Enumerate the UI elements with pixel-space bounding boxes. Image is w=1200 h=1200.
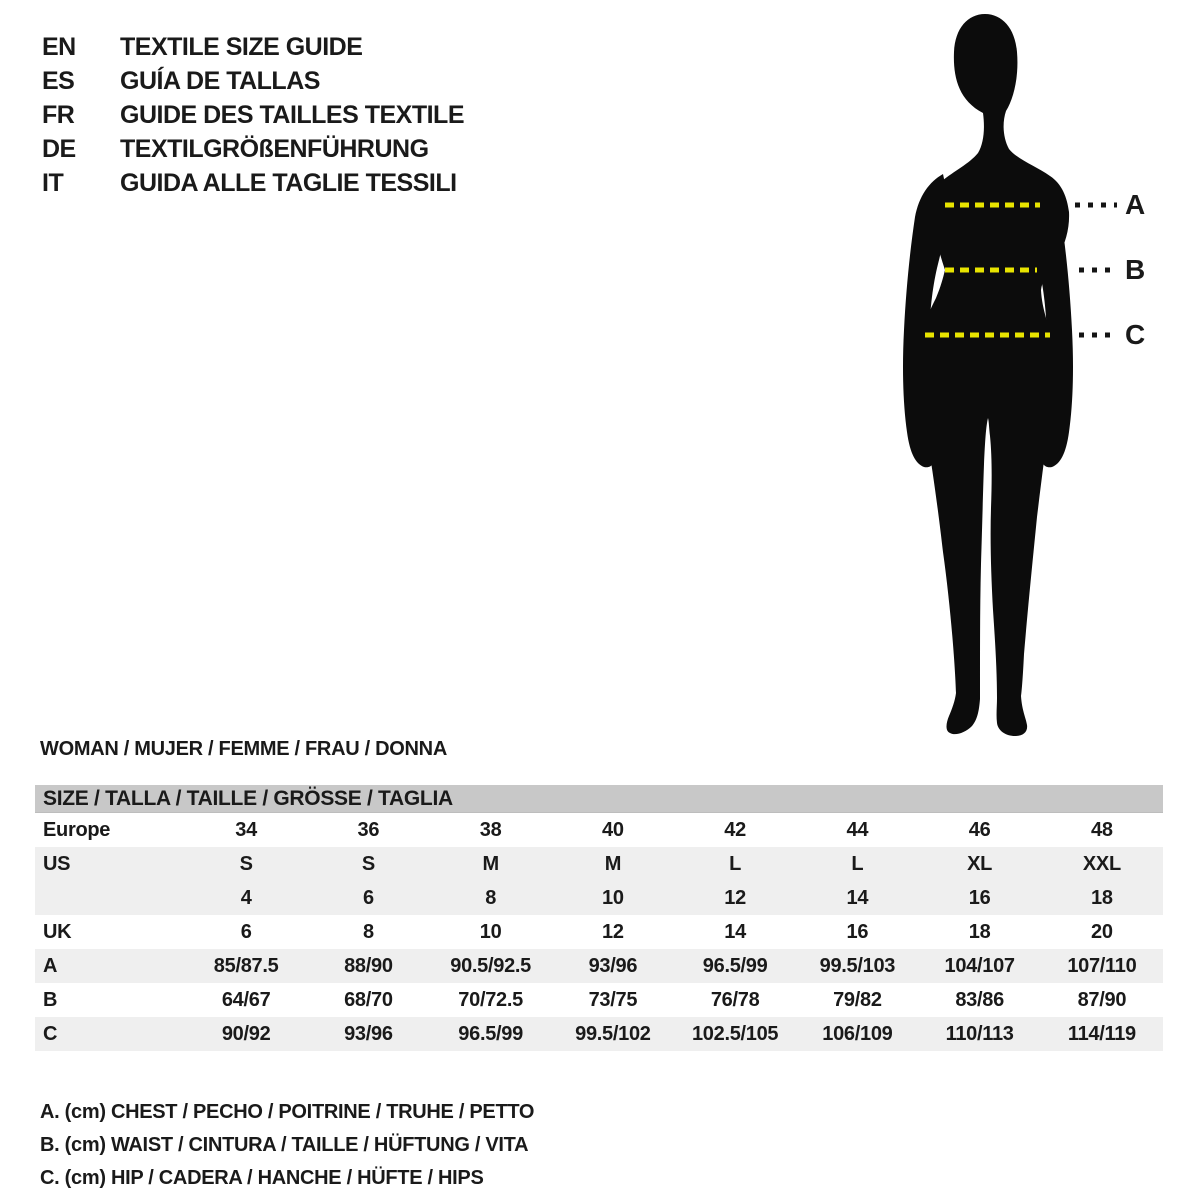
size-cell: 16: [968, 887, 991, 909]
language-title: TEXTILGRÖßENFÜHRUNG: [120, 134, 429, 163]
language-code: EN: [42, 32, 76, 61]
measure-cell: 79/82: [833, 989, 882, 1011]
measure-cell: 96.5/99: [458, 1023, 523, 1045]
row-label: UK: [43, 921, 72, 943]
size-cell: M: [604, 853, 622, 875]
size-cell: 18: [1091, 887, 1113, 909]
size-cell: S: [239, 853, 253, 875]
language-row-en: [42, 30, 464, 64]
measurement-figure: [885, 12, 1175, 740]
section-title: WOMAN / MUJER / FEMME / FRAU / DONNA: [40, 738, 447, 760]
woman-silhouette-body: [919, 14, 1069, 736]
table-row-hip-c: [35, 1017, 1163, 1051]
measure-cell: 73/75: [588, 989, 638, 1011]
measure-cell: 83/86: [955, 989, 1004, 1011]
language-code: IT: [42, 168, 64, 197]
size-cell: 10: [602, 887, 624, 909]
size-cell: 14: [846, 887, 869, 909]
measure-cell: 99.5/103: [819, 955, 896, 977]
language-row-fr: [42, 98, 464, 132]
measure-cell: 106/109: [822, 1023, 893, 1045]
size-cell: XXL: [1082, 853, 1121, 875]
legend-hip: C. (cm) HIP / CADERA / HANCHE / HÜFTE / HIPS: [40, 1167, 484, 1189]
size-cell: 34: [235, 819, 257, 841]
measure-cell: 90.5/92.5: [450, 955, 531, 977]
size-cell: 44: [846, 819, 869, 841]
measure-cell: 102.5/105: [691, 1023, 779, 1045]
row-label: A: [43, 955, 58, 977]
language-title: GUIDA ALLE TAGLIE TESSILI: [120, 168, 457, 197]
size-cell: 40: [602, 819, 624, 841]
measure-cell: 104/107: [944, 955, 1015, 977]
measure-cell: 70/72.5: [458, 989, 523, 1011]
marker-label-a: A: [1125, 189, 1145, 220]
measure-cell: 110/113: [945, 1023, 1014, 1045]
row-label: [35, 881, 185, 915]
measure-cell: 90/92: [221, 1023, 271, 1045]
language-row-es: [42, 64, 464, 98]
language-list: [42, 30, 464, 200]
size-cell: 12: [724, 887, 746, 909]
measure-cell: 93/96: [344, 1023, 393, 1045]
size-cell: 10: [479, 921, 502, 943]
size-cell: S: [361, 853, 375, 875]
size-cell: 18: [968, 921, 991, 943]
size-cell: 8: [485, 887, 497, 909]
size-cell: 8: [362, 921, 374, 943]
language-row-de: [42, 132, 464, 166]
measure-cell: 68/70: [344, 989, 393, 1011]
marker-label-c: C: [1125, 319, 1145, 350]
size-table: [35, 785, 1163, 1051]
marker-label-b: B: [1125, 254, 1145, 285]
measure-cell: 88/90: [344, 955, 393, 977]
language-code: DE: [42, 134, 76, 163]
row-label: B: [43, 989, 58, 1011]
size-cell: L: [851, 853, 864, 875]
size-cell: M: [482, 853, 499, 875]
table-row-us: [35, 847, 1163, 881]
language-title: TEXTILE SIZE GUIDE: [120, 32, 363, 61]
size-cell: XL: [967, 853, 993, 875]
table-header: SIZE / TALLA / TAILLE / GRÖSSE / TAGLIA: [35, 785, 1163, 813]
row-label: US: [43, 853, 71, 875]
measure-cell: 93/96: [588, 955, 638, 977]
size-cell: 46: [968, 819, 991, 841]
language-row-it: [42, 166, 464, 200]
size-cell: 12: [602, 921, 624, 943]
table-row-us-numeric: [35, 881, 1163, 915]
table-row-uk: [35, 915, 1163, 949]
size-cell: 4: [240, 887, 252, 909]
measure-cell: 107/110: [1067, 955, 1137, 977]
legend-waist: B. (cm) WAIST / CINTURA / TAILLE / HÜFTUNG / VITA: [40, 1134, 529, 1156]
size-cell: 14: [724, 921, 746, 943]
measure-cell: 114/119: [1067, 1023, 1136, 1045]
measure-cell: 76/78: [710, 989, 760, 1011]
language-title: GUÍA DE TALLAS: [120, 66, 320, 95]
measure-cell: 96.5/99: [702, 955, 768, 977]
measure-cell: 99.5/102: [575, 1023, 651, 1045]
table-row-europe: [35, 813, 1163, 847]
language-code: FR: [42, 100, 75, 129]
size-cell: 42: [724, 819, 746, 841]
language-title: GUIDE DES TAILLES TEXTILE: [120, 100, 465, 129]
measurement-legend: [40, 1096, 534, 1195]
row-label: Europe: [43, 819, 111, 841]
size-cell: L: [729, 853, 742, 875]
size-cell: 16: [846, 921, 869, 943]
size-cell: 6: [362, 887, 374, 909]
measure-cell: 85/87.5: [213, 955, 279, 977]
size-cell: 48: [1091, 819, 1113, 841]
table-row-waist-b: [35, 983, 1163, 1017]
measure-cell: 64/67: [221, 989, 271, 1011]
measure-cell: 87/90: [1077, 989, 1127, 1011]
woman-silhouette-graphic: [885, 12, 1175, 740]
language-code: ES: [42, 66, 75, 95]
size-cell: 20: [1091, 921, 1113, 943]
size-cell: 38: [479, 819, 502, 841]
legend-chest: A. (cm) CHEST / PECHO / POITRINE / TRUHE / PETTO: [40, 1101, 535, 1123]
size-cell: 6: [240, 921, 252, 943]
table-row-chest-a: [35, 949, 1163, 983]
size-cell: 36: [357, 819, 380, 841]
row-label: C: [43, 1023, 58, 1045]
